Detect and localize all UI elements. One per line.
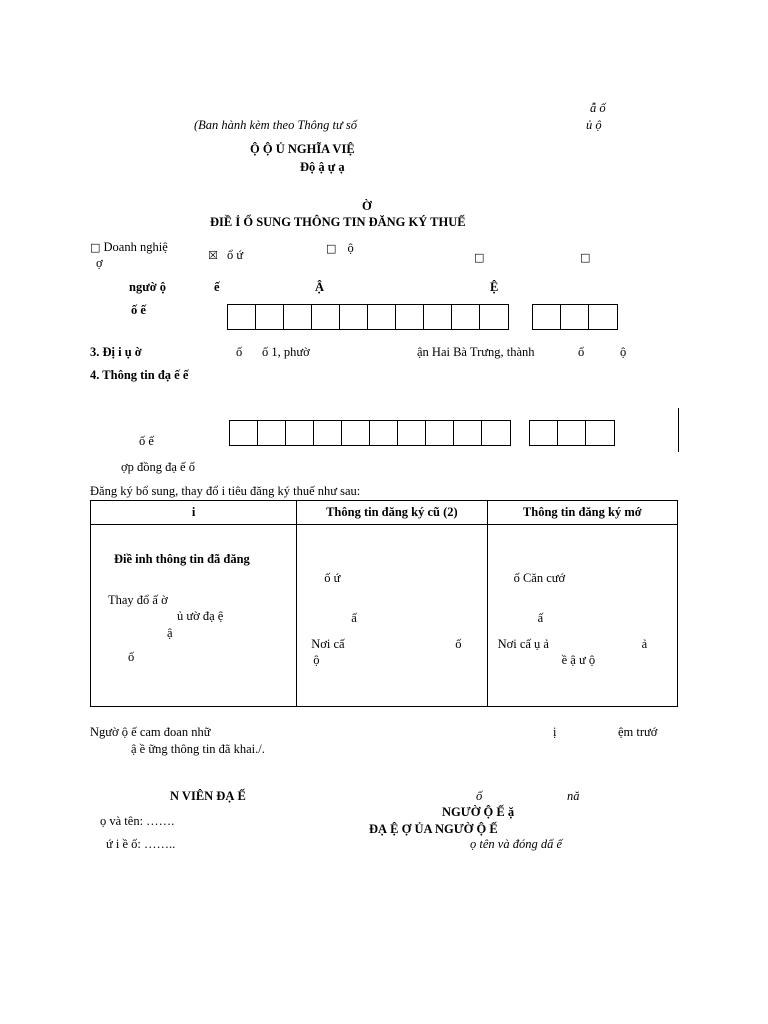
agent-tax-code-digit[interactable] bbox=[482, 421, 510, 445]
agent-tax-code-digit[interactable] bbox=[454, 421, 482, 445]
tax-code-digit[interactable] bbox=[452, 305, 480, 329]
household-label: ộ bbox=[347, 241, 354, 255]
col-header-new: Thông tin đăng ký mớ bbox=[487, 501, 677, 525]
item-line3: ậ bbox=[167, 626, 173, 640]
item-line4: ố bbox=[128, 650, 135, 664]
agent-staff-name: ọ và tên: ……. bbox=[100, 814, 175, 828]
checkbox-checked-icon: ☒ bbox=[208, 249, 218, 262]
form-code-top: ẫ ố bbox=[590, 101, 606, 115]
change-intro: Đăng ký bổ sung, thay đổ i tiêu đăng ký thuế như sau: bbox=[90, 484, 361, 498]
old-line2: ấ bbox=[351, 611, 357, 625]
new-line3: Nơi cấ ụ ả bbox=[497, 637, 549, 651]
tax-code-suffix-digit[interactable] bbox=[589, 305, 617, 329]
tax-code-digit[interactable] bbox=[228, 305, 256, 329]
enterprise-label: Doanh nghiệ bbox=[103, 240, 168, 254]
agent-tax-code-digit[interactable] bbox=[286, 421, 314, 445]
enterprise-label-cont: ợ bbox=[96, 256, 103, 270]
circular-reference-tail: ủ ộ bbox=[586, 118, 602, 132]
taxpayer-name-label-c: Ậ bbox=[315, 280, 325, 294]
taxpayer-representative-title: ĐẠ Ệ Ợ ỦA NGƯỜ Ộ Ế bbox=[369, 822, 498, 836]
declaration-line1: Ngườ ộ ế cam đoan nhữ bbox=[90, 725, 211, 739]
scan-edge-line bbox=[678, 408, 679, 452]
new-line2: ấ bbox=[537, 611, 544, 625]
agent-tax-code-digit[interactable] bbox=[398, 421, 426, 445]
tax-code-digit[interactable] bbox=[284, 305, 312, 329]
tax-code-digit[interactable] bbox=[340, 305, 368, 329]
tax-code-boxes[interactable] bbox=[227, 304, 509, 330]
item-title: Điề inh thông tin đã đăng bbox=[114, 552, 250, 566]
old-line1: ố ứ bbox=[324, 571, 341, 585]
motto: Độ ậ ự ạ bbox=[300, 160, 345, 174]
agent-tax-code-digit[interactable] bbox=[342, 421, 370, 445]
table-row bbox=[91, 525, 678, 707]
nation-title: Ộ Ộ Ủ NGHĨA VIỆ bbox=[250, 142, 355, 156]
agent-tax-code-digit[interactable] bbox=[230, 421, 258, 445]
agent-staff-certificate: ứ i ề ố: …….. bbox=[106, 837, 176, 851]
tax-code-suffix-digit[interactable] bbox=[533, 305, 561, 329]
taxpayer-signer-title: NGƯỜ Ộ Ế ặ bbox=[442, 805, 515, 819]
item-line2: ủ ườ đạ ệ bbox=[177, 609, 224, 623]
col-header-old: Thông tin đăng ký cũ (2) bbox=[297, 501, 487, 525]
checkbox-empty-icon: □ bbox=[90, 241, 101, 254]
agent-tax-code-boxes[interactable] bbox=[229, 420, 511, 446]
agent-info-label: 4. Thông tin đạ ế ế bbox=[90, 368, 189, 382]
table-header-row bbox=[91, 501, 678, 525]
declaration-line1-b: ị bbox=[553, 725, 557, 739]
tax-code-suffix-digit[interactable] bbox=[561, 305, 589, 329]
col-header-item: i bbox=[91, 501, 297, 525]
tax-code-digit[interactable] bbox=[312, 305, 340, 329]
agent-tax-code-digit[interactable] bbox=[258, 421, 286, 445]
cell-new-info bbox=[487, 525, 677, 707]
checkbox-other-1[interactable]: □ bbox=[474, 251, 485, 264]
declaration-line1-c: ệm trướ bbox=[618, 725, 658, 739]
address-label: 3. Đị i ụ ờ bbox=[90, 345, 142, 359]
tax-code-digit[interactable] bbox=[424, 305, 452, 329]
old-line4: ộ bbox=[313, 653, 320, 667]
document-subtitle: Ờ bbox=[362, 199, 372, 213]
tax-code-digit[interactable] bbox=[256, 305, 284, 329]
old-line3: Nơi cấ bbox=[311, 637, 345, 651]
document-title: ĐIỀ Ỉ Ổ SUNG THÔNG TIN ĐĂNG KÝ THUẾ bbox=[210, 215, 466, 229]
checkbox-household[interactable] bbox=[326, 241, 354, 256]
sign-instruction: ọ tên và đóng dấ ế bbox=[470, 837, 562, 851]
tax-code-suffix-boxes[interactable] bbox=[532, 304, 618, 330]
tax-code-digit[interactable] bbox=[480, 305, 508, 329]
tax-code-digit[interactable] bbox=[368, 305, 396, 329]
agent-tax-code-digit[interactable] bbox=[426, 421, 454, 445]
agent-tax-code-label: ố ế bbox=[139, 434, 154, 448]
change-table bbox=[90, 500, 678, 707]
agent-tax-code-digit[interactable] bbox=[370, 421, 398, 445]
circular-reference: (Ban hành kèm theo Thông tư số bbox=[194, 118, 358, 132]
tax-code-digit[interactable] bbox=[396, 305, 424, 329]
checkbox-empty-icon: □ bbox=[326, 242, 337, 255]
address-part-e: ộ bbox=[620, 345, 627, 359]
taxpayer-name-label: ngườ ộ bbox=[129, 280, 166, 294]
agent-contract-label: ợp đồng đạ ế ố bbox=[121, 460, 195, 474]
item-line1: Thay đổ ấ ờ bbox=[108, 593, 168, 607]
sign-date-a: ố bbox=[476, 789, 483, 803]
cell-item bbox=[91, 525, 297, 707]
address-part-d: ố bbox=[578, 345, 585, 359]
sign-date-b: nă bbox=[567, 789, 580, 803]
checkbox-organization[interactable] bbox=[208, 248, 243, 263]
tax-code-label: ố ế bbox=[131, 303, 146, 317]
new-line4: ề ậ ư ộ bbox=[561, 653, 596, 667]
agent-tax-code-suffix-boxes[interactable] bbox=[529, 420, 615, 446]
new-line1: ố Căn cướ bbox=[513, 571, 566, 585]
declaration-line2: ậ ề ững thông tin đã khai./. bbox=[131, 742, 265, 756]
taxpayer-name-label-b: ế bbox=[214, 280, 220, 294]
taxpayer-name-label-d: Ệ bbox=[490, 280, 499, 294]
agent-tax-code-suffix-digit[interactable] bbox=[558, 421, 586, 445]
agent-tax-code-digit[interactable] bbox=[314, 421, 342, 445]
agent-staff-title: N VIÊN ĐẠ Ế bbox=[170, 789, 246, 803]
cell-old-info bbox=[297, 525, 487, 707]
organization-label: ổ ứ bbox=[227, 248, 244, 262]
old-line3b: ố bbox=[455, 637, 462, 651]
address-part-b: ố 1, phườ bbox=[262, 345, 310, 359]
address-part-a: ố bbox=[236, 345, 243, 359]
agent-tax-code-suffix-digit[interactable] bbox=[530, 421, 558, 445]
agent-tax-code-suffix-digit[interactable] bbox=[586, 421, 614, 445]
checkbox-other-2[interactable]: □ bbox=[580, 251, 591, 264]
address-part-c: ận Hai Bà Trưng, thành bbox=[417, 345, 535, 359]
checkbox-enterprise[interactable] bbox=[90, 240, 168, 255]
new-line3b: ả bbox=[641, 637, 648, 651]
